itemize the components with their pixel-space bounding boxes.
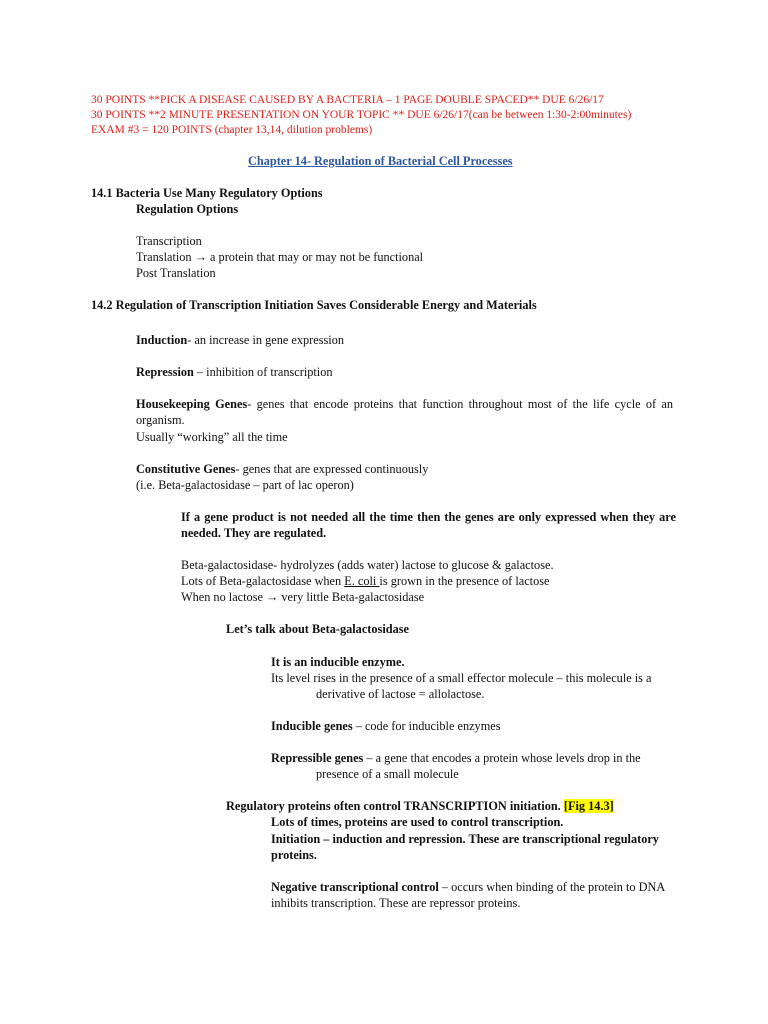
option-transcription: Transcription — [136, 234, 202, 248]
bgal-lots-post: is grown in the presence of lactose — [379, 574, 550, 588]
inducible-genes-def: – code for inducible enzymes — [352, 719, 501, 733]
constitutive-note: (i.e. Beta-galactosidase – part of lac operon) — [136, 478, 354, 492]
announcement-1: 30 POINTS **PICK A DISEASE CAUSED BY A BACTERIA – 1 PAGE DOUBLE SPACED** DUE 6/26/17 — [91, 94, 604, 106]
repressible-genes-definition — [271, 750, 641, 766]
constitutive-definition — [136, 461, 428, 477]
housekeeping-definition — [136, 396, 673, 428]
repression-definition — [136, 364, 333, 380]
housekeeping-term: Housekeeping Genes — [136, 397, 248, 411]
inducible-enzyme-heading: It is an inducible enzyme. — [271, 655, 405, 669]
housekeeping-def: - genes that encode proteins that function throughout most of the life cycle of an organism. — [136, 397, 674, 427]
lots-of-times-line: Lots of times, proteins are used to control transcription. — [271, 815, 564, 829]
level-rises-line-1: Its level rises in the presence of a small effector molecule – this molecule is a — [271, 671, 652, 685]
negative-def-1: – occurs when binding of the protein to DNA — [438, 880, 666, 894]
ecoli-name: E. coli — [344, 574, 380, 588]
section-14-2-heading: 14.2 Regulation of Transcription Initiation Saves Considerable Energy and Materials — [91, 298, 537, 312]
fig-14-3-reference: [Fig 14.3] — [563, 799, 614, 813]
induction-term: Induction — [136, 333, 188, 347]
repression-term: Repression — [136, 365, 194, 379]
negative-control-definition — [271, 879, 665, 895]
inducible-genes-definition — [271, 718, 501, 734]
initiation-line-1: Initiation – induction and repression. These are transcriptional regulatory — [271, 832, 659, 846]
repressible-term: Repressible genes — [271, 751, 364, 765]
negative-term: Negative transcriptional control — [271, 880, 439, 894]
bgal-lots — [181, 573, 549, 589]
chapter-title: Chapter 14- Regulation of Bacterial Cell Processes — [248, 154, 513, 168]
repressible-def-1: – a gene that encodes a protein whose levels drop in the — [363, 751, 641, 765]
lets-talk-heading: Let’s talk about Beta-galactosidase — [226, 622, 409, 636]
constitutive-term: Constitutive Genes — [136, 462, 236, 476]
initiation-line-2: proteins. — [271, 848, 317, 862]
inducible-genes-term: Inducible genes — [271, 719, 353, 733]
induction-def: - an increase in gene expression — [187, 333, 344, 347]
repressible-def-2: presence of a small molecule — [316, 767, 459, 781]
announcement-3: EXAM #3 = 120 POINTS (chapter 13,14, dilution problems) — [91, 124, 373, 136]
option-post-translation: Post Translation — [136, 266, 216, 280]
regulated-statement: If a gene product is not needed all the time then the genes are only expressed when they are needed. They are regulated. — [181, 510, 676, 540]
level-rises-line-2: derivative of lactose = allolactose. — [316, 687, 485, 701]
regulatory-proteins-line — [226, 798, 614, 814]
constitutive-def: - genes that are expressed continuously — [235, 462, 429, 476]
repression-def: – inhibition of transcription — [193, 365, 333, 379]
bgal-hydrolyzes: Beta-galactosidase- hydrolyzes (adds water) lactose to glucose & galactose. — [181, 558, 554, 572]
bgal-lots-pre: Lots of Beta-galactosidase when — [181, 574, 345, 588]
induction-definition — [136, 332, 344, 348]
housekeeping-note: Usually “working” all the time — [136, 430, 288, 444]
bgal-no-lactose: When no lactose → very little Beta-galactosidase — [181, 590, 425, 604]
regulatory-proteins-text: Regulatory proteins often control TRANSCRIPTION initiation. — [226, 799, 564, 813]
negative-def-2: inhibits transcription. These are repressor proteins. — [271, 896, 521, 910]
option-translation: Translation → a protein that may or may not be functional — [136, 250, 424, 264]
regulation-options-subheading: Regulation Options — [136, 202, 239, 216]
section-14-1-heading: 14.1 Bacteria Use Many Regulatory Options — [91, 186, 323, 200]
announcement-2: 30 POINTS **2 MINUTE PRESENTATION ON YOUR TOPIC ** DUE 6/26/17(can be between 1:30-2:00minutes) — [91, 109, 632, 121]
